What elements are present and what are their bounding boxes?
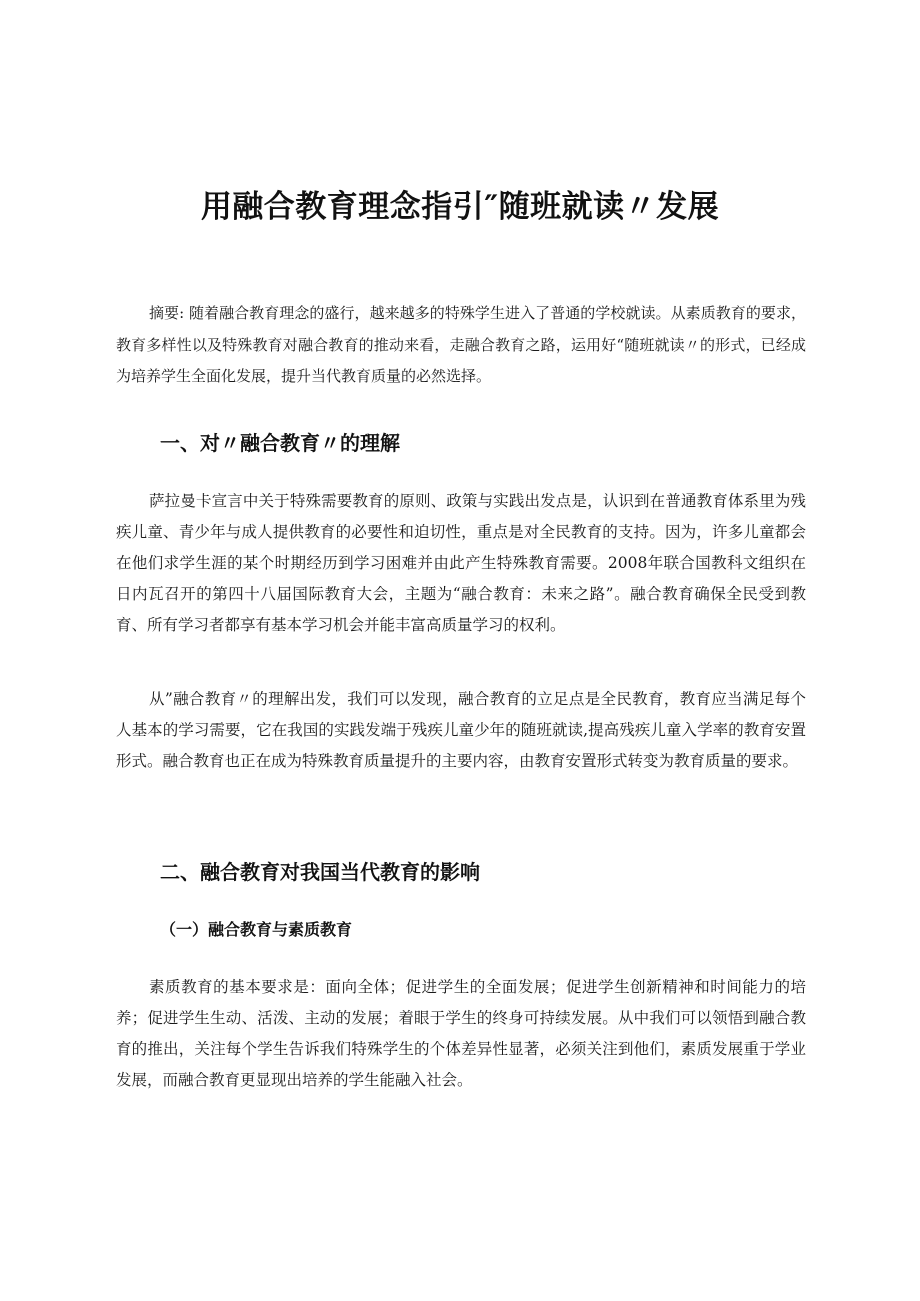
- section-heading-1: 一、对〃融合教育〃的理解: [160, 431, 400, 455]
- subsection-heading-1: （一）融合教育与素质教育: [160, 920, 353, 939]
- section-heading-2: 二、融合教育对我国当代教育的影响: [160, 860, 480, 884]
- abstract-paragraph: 摘要: 随着融合教育理念的盛行，越来越多的特殊学生进入了普通的学校就读。从素质教育的要求，教育多样性以及特殊教育对融合教育的推动来看，走融合教育之路，运用好“随班就读〃的形式，已经成为培养学生全面化发展，提升当代教育质量的必然选择。: [116, 304, 806, 385]
- section-2-paragraph-1: 素质教育的基本要求是：面向全体；促进学生的全面发展；促进学生创新精神和时间能力的培养；促进学生生动、活泼、主动的发展；着眼于学生的终身可持续发展。从中我们可以领悟到融合教育的推出，关注每个学生告诉我们特殊学生的个体差异性显著，必须关注到他们，素质发展重于学业发展，而融合教育更显现出培养的学生能融入社会。: [116, 978, 806, 1089]
- document-title: 用融合教育理念指引″随班就读〃发展: [200, 188, 720, 225]
- section-1-paragraph-1: 萨拉曼卡宣言中关于特殊需要教育的原则、政策与实践出发点是，认识到在普通教育体系里为残疾儿童、青少年与成人提供教育的必要性和迫切性，重点是对全民教育的支持。因为，许多儿童都会在他们求学生涯的某个时期经历到学习困难并由此产生特殊教育需要。2008年联合国教科文组织在日内瓦召开的第四十八届国际教育大会，主题为“融合教育：未来之路”。融合教育确保全民受到教育、所有学习者都享有基本学习机会并能丰富高质量学习的权利。: [116, 492, 806, 634]
- section-1-paragraph-2: 从”融合教育〃的理解出发，我们可以发现，融合教育的立足点是全民教育，教育应当满足每个人基本的学习需要，它在我国的实践发端于残疾儿童少年的随班就读,提高残疾儿童入学率的教育安置形式。融合教育也正在成为特殊教育质量提升的主要内容，由教育安置形式转变为教育质量的要求。: [116, 690, 806, 770]
